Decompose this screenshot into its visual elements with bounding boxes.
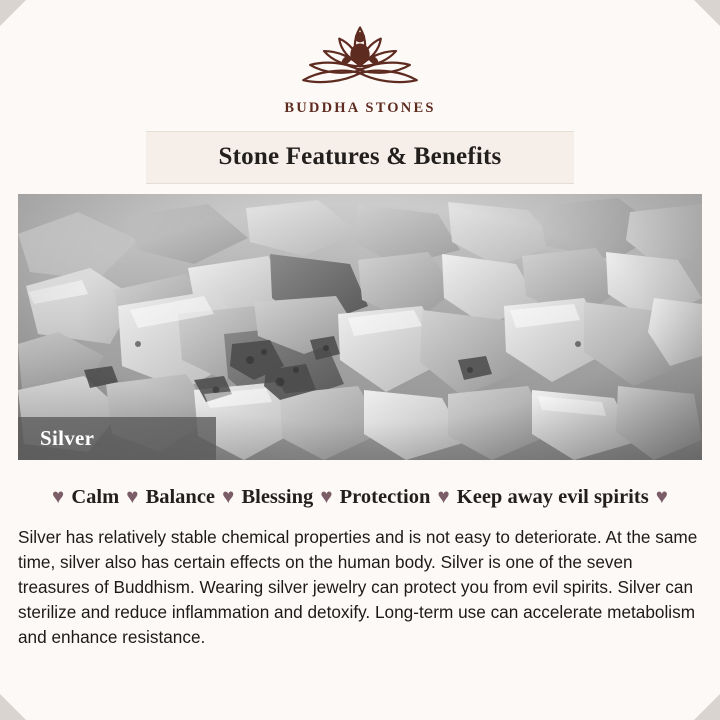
keyword-calm: Calm <box>71 486 120 508</box>
heart-icon: ♥ <box>222 486 235 508</box>
corner-decoration-bottom-left <box>0 694 26 720</box>
heart-icon: ♥ <box>320 486 333 508</box>
stone-label: Silver <box>18 417 216 460</box>
keyword-blessing: Blessing <box>241 486 314 508</box>
corner-decoration-top-left <box>0 0 26 26</box>
stone-description: Silver has relatively stable chemical properties and is not easy to deteriorate. At the same time, silver also has certain effects on the human body. Silver is one of the seven treasures of Buddhism. Wearing silver jewelry can protect you from evil spirits. Silver can sterilize and reduce inflammation and detoxify. Long-term use can accelerate metabolism and enhance resistance. <box>18 527 698 648</box>
hero-image <box>18 194 702 460</box>
keyword-evil-spirits: Keep away evil spirits <box>456 486 649 508</box>
corner-decoration-bottom-right <box>694 694 720 720</box>
heart-icon: ♥ <box>52 486 65 508</box>
heart-icon: ♥ <box>437 486 450 508</box>
corner-decoration-top-right <box>694 0 720 26</box>
brand-logo <box>0 0 720 117</box>
title-band <box>146 131 574 184</box>
keyword-balance: Balance <box>145 486 216 508</box>
heart-icon: ♥ <box>126 486 139 508</box>
lotus-buddha-icon <box>276 22 444 94</box>
keyword-protection: Protection <box>339 486 431 508</box>
heart-icon: ♥ <box>655 486 668 508</box>
content-block <box>18 460 702 651</box>
brand-name: BUDDHA STONES <box>284 100 436 116</box>
keywords-line <box>18 486 702 509</box>
page-title: Stone Features & Benefits <box>218 143 502 170</box>
